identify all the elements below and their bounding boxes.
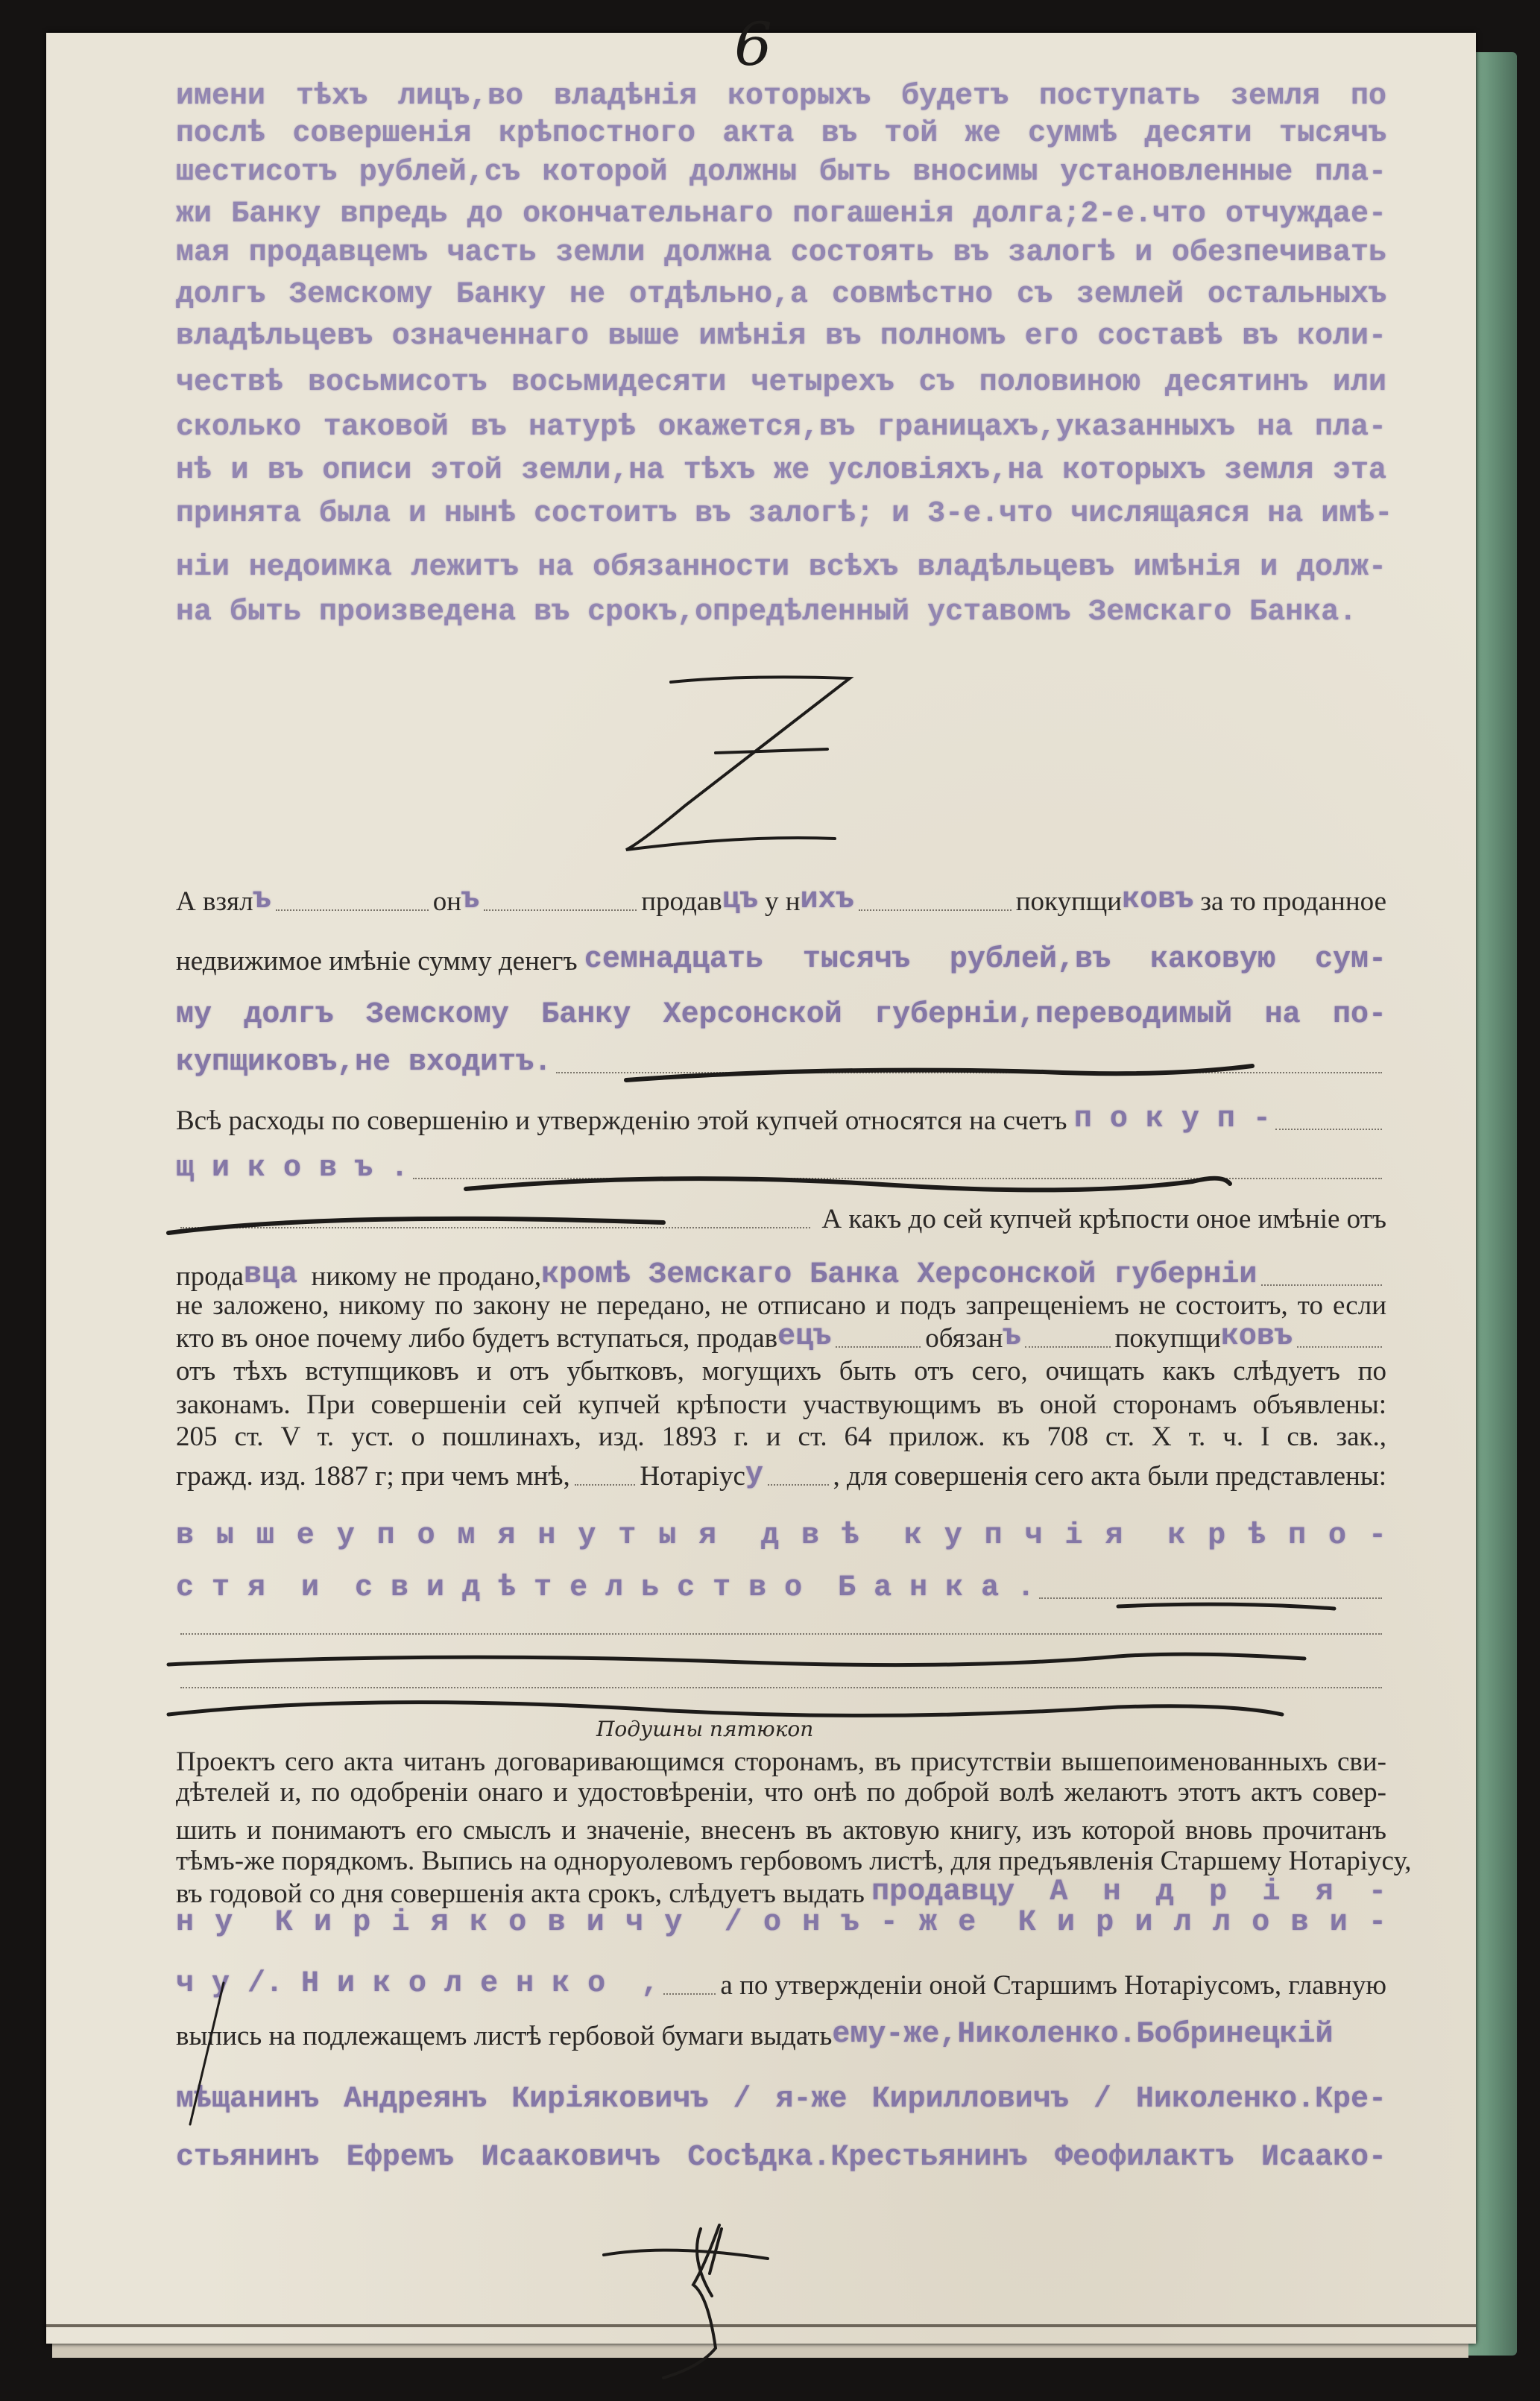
printed-text: въ годовой со дня совершенія акта срокъ, слѣдуетъ выдать — [176, 1878, 872, 1909]
printed-text: обязан — [925, 1323, 1003, 1354]
printed-text: не заложено, никому по закону не передано, не отписано и подъ запрещеніемъ не состоитъ, то если — [176, 1290, 1386, 1321]
scribble-line — [168, 1219, 663, 1233]
typed-fill-text: ецъ — [777, 1320, 832, 1354]
printed-text: покупщи — [1015, 886, 1123, 917]
printed-text: за то проданное — [1193, 886, 1387, 917]
typed-text: на быть произведена въ срокъ,опредѣленный уставомъ Земскаго Банка. — [176, 596, 1357, 629]
typed-fill-text: кромѣ Земскаго Банка Херсонской губерніи — [541, 1258, 1257, 1292]
printed-text: А взял — [176, 886, 253, 917]
printed-text: гражд. изд. 1887 г; при чемъ мнѣ, — [176, 1461, 570, 1492]
typed-fill-text: в ы ш е у п о м я н у т ы я д в ѣ к у п ч і я к р ѣ п о - — [176, 1519, 1386, 1553]
typed-fill-text: ъ — [1003, 1320, 1021, 1354]
typed-fill-text: купщиковъ,не входитъ. — [176, 1046, 552, 1079]
scribble-line — [168, 1703, 1282, 1716]
typed-text: послѣ совершенія крѣпостного акта въ той же суммѣ десяти тысячъ — [176, 117, 1386, 151]
typed-fill-text: н у К и р і я к о в и ч у / о н ъ - ж е К и р и л л о в и - — [176, 1906, 1386, 1940]
signature-mark — [604, 2225, 768, 2378]
printed-text: прода — [176, 1261, 244, 1292]
printed-text: тѣмъ-же порядкомъ. Выпись на одноруолевомъ гербовомъ листѣ, для предъявленія Старшему Нотаріусу, — [176, 1846, 1412, 1876]
printed-text: а по утвержденіи оной Старшимъ Нотаріусомъ, главную — [720, 1970, 1386, 2001]
scribble-line — [626, 1066, 1252, 1080]
printed-text: Всѣ расходы по совершенію и утвержденію этой купчей относятся на счетъ — [176, 1105, 1074, 1136]
typed-fill-text: ъ — [253, 883, 271, 917]
printed-text: покупщи — [1114, 1323, 1221, 1354]
printed-text: у н — [757, 886, 801, 917]
printed-text: дѣтелей и, по одобреніи онаго и удостовѣреніи, что онѣ по доброй волѣ желаютъ этотъ актъ совер- — [176, 1777, 1386, 1808]
typed-fill-text: п о к у п - — [1073, 1102, 1271, 1136]
handwritten-note: Подушны пятюкоп — [596, 1717, 814, 1741]
typed-fill-text: вца — [243, 1258, 297, 1292]
typed-text: принята была и нынѣ состоитъ въ залогѣ; и 3-е.что числящаяся на имѣ- — [176, 497, 1393, 531]
page-number: 6 — [734, 10, 772, 79]
z-strike-mark — [626, 677, 850, 850]
typed-fill-text: щ и к о в ъ . — [176, 1152, 409, 1185]
typed-text: владѣльцевъ означеннаго выше имѣнія въ полномъ его составѣ въ коли- — [176, 320, 1386, 353]
scribble-line — [1118, 1604, 1334, 1609]
typed-fill-text: стьянинъ Ефремъ Исааковичъ Сосѣдка.Крестьянинъ Феофилактъ Исаако- — [176, 2141, 1386, 2174]
printed-text: законамъ. При совершеніи сей купчей крѣпости участвующимъ въ оной сторонамъ объявлены: — [176, 1389, 1386, 1420]
typed-fill-text: ъ — [461, 883, 480, 917]
typed-fill-text: мѣщанинъ Андреянъ Киріяковичъ / я-же Кирилловичъ / Николенко.Кре- — [176, 2083, 1386, 2116]
printed-text: А какъ до сей купчей крѣпости оное имѣніе отъ — [815, 1204, 1386, 1234]
printed-text: он — [432, 886, 462, 917]
typed-text: шестисотъ рублей,съ которой должны быть вносимы установленные пла- — [176, 156, 1386, 189]
typed-fill-text: у — [745, 1458, 763, 1492]
typed-fill-text: продавцу А н д р і я - — [871, 1875, 1386, 1909]
printed-text: , для совершенія сего акта были представлены: — [833, 1461, 1386, 1492]
printed-text: кто въ оное почему либо будетъ вступаться, продав — [176, 1323, 778, 1354]
printed-text: отъ тѣхъ вступщиковъ и отъ убытковъ, могущихъ быть отъ сего, очищать какъ слѣдуетъ по — [176, 1356, 1386, 1386]
typed-fill-text: ему-же,Николенко.Бобринецкій — [832, 2018, 1334, 2051]
typed-fill-text: ихъ — [800, 883, 854, 917]
typed-text: чествѣ восьмисотъ восьмидесяти четырехъ съ половиною десятинъ или — [176, 366, 1386, 400]
typed-fill-text: ковъ — [1220, 1320, 1293, 1354]
typed-text: долгъ Земскому Банку не отдѣльно,а совмѣстно съ землей остальныхъ — [176, 278, 1386, 312]
typed-fill-text: семнадцать тысячъ рублей,въ каковую сум- — [584, 943, 1386, 977]
typed-text: жи Банку впредь до окончательнаго погашенія долга;2-е.что отчуждае- — [176, 198, 1386, 231]
typed-fill-text: ковъ — [1122, 883, 1194, 917]
printed-text: Нотаріус — [640, 1461, 745, 1492]
printed-text: никому не продано, — [297, 1261, 542, 1292]
typed-fill-text: цъ — [722, 883, 758, 917]
printed-text: шить и понимаютъ его смыслъ и значеніе, внесенъ въ актовую книгу, изъ которой вновь прочитанъ — [176, 1815, 1386, 1846]
typed-text: нѣ и въ описи этой земли,на тѣхъ же условіяхъ,на которыхъ земля эта — [176, 454, 1386, 488]
slash-mark — [190, 1983, 224, 2124]
scribble-line — [466, 1179, 1230, 1190]
typed-text: ніи недоимка лежитъ на обязанности всѣхъ владѣльцевъ имѣнія и долж- — [176, 551, 1386, 584]
printed-text: 205 ст. V т. уст. о пошлинахъ, изд. 1893 г. и ст. 64 прилож. къ 708 ст. X т. ч. I св. зак., — [176, 1422, 1386, 1452]
scribble-line — [168, 1654, 1304, 1665]
printed-text: Проектъ сего акта читанъ договаривающимся сторонамъ, въ присутствіи вышепоименованныхъ сви- — [176, 1747, 1386, 1777]
typed-text: сколько таковой въ натурѣ окажется,въ границахъ,указанныхъ на пла- — [176, 411, 1386, 444]
printed-text: выпись на подлежащемъ листѣ гербовой бумаги выдать — [176, 2021, 833, 2051]
typed-fill-text: с т я и с в и д ѣ т е л ь с т в о Б а н к а . — [176, 1571, 1035, 1605]
typed-text: имени тѣхъ лицъ,во владѣнія которыхъ будетъ поступать земля по — [176, 80, 1386, 113]
printed-text: недвижимое имѣніе сумму денегъ — [176, 946, 584, 977]
printed-text: продав — [641, 886, 722, 917]
typed-fill-text: ч у /. Н и к о л е н к о , — [176, 1967, 660, 2001]
typed-fill-text: му долгъ Земскому Банку Херсонской губерніи,переводимый на по- — [176, 998, 1386, 1032]
typed-text: мая продавцемъ часть земли должна состоять въ залогѣ и обезпечивать — [176, 236, 1386, 270]
